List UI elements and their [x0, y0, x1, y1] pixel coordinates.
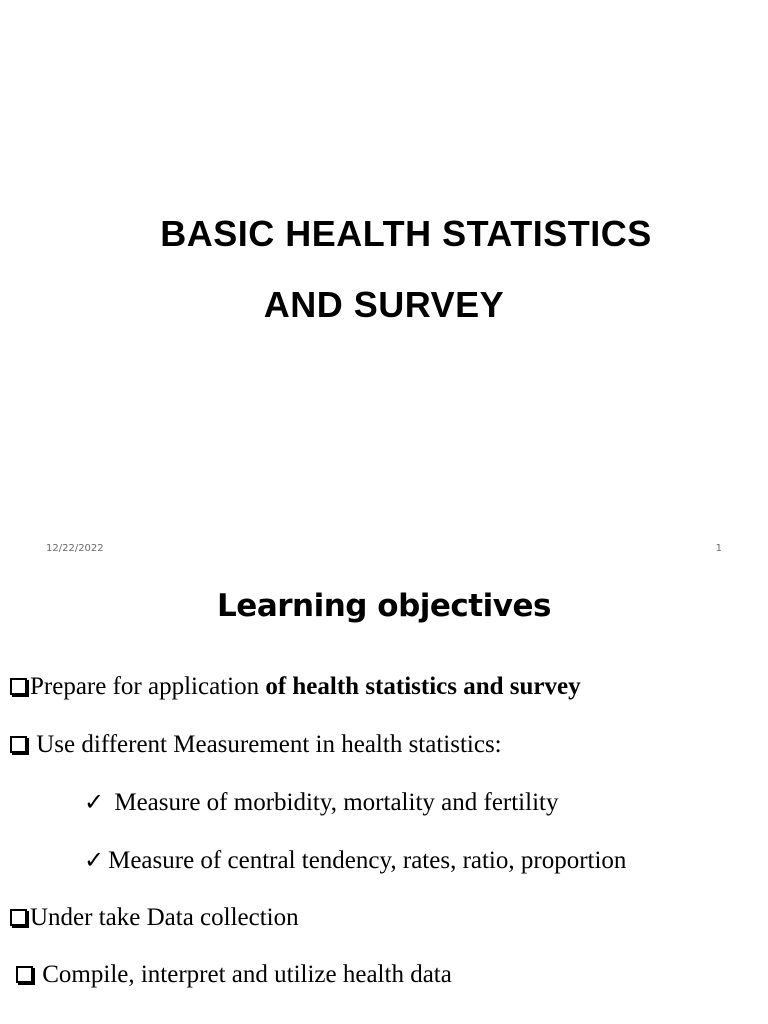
- checkmark-icon: ✓: [84, 788, 105, 816]
- checkmark-icon: ✓: [84, 846, 105, 874]
- objective-text: Compile, interpret and utilize health data: [36, 961, 452, 988]
- objective-bold-text: of health statistics and survey: [265, 673, 581, 700]
- objective-item-partial: [10, 1018, 30, 1024]
- checkbox-bullet-icon: [10, 909, 27, 926]
- objective-item: [10, 730, 502, 760]
- objective-text: Under take Data collection: [30, 904, 299, 931]
- objectives-slide: [0, 566, 768, 1024]
- slide-page-number: 1: [715, 543, 722, 554]
- slide-date: 12/22/2022: [46, 543, 104, 554]
- slide-title-line-2: AND SURVEY: [263, 284, 505, 325]
- objective-text: Use different Measurement in health statistics:: [30, 731, 502, 758]
- objective-item: [16, 960, 452, 990]
- slide-title-line-1: BASIC HEALTH STATISTICS: [160, 213, 652, 254]
- objective-subitem: [84, 845, 626, 876]
- objective-item: [10, 672, 581, 702]
- checkbox-bullet-icon: [10, 736, 27, 753]
- checkbox-bullet-icon: [16, 966, 33, 983]
- checkbox-bullet-icon: [10, 678, 27, 695]
- objective-text: Measure of morbidity, mortality and fertility: [108, 789, 559, 816]
- objective-item: [10, 903, 299, 933]
- objective-text: Prepare for application: [30, 673, 266, 700]
- objective-text: Measure of central tendency, rates, ratio, proportion: [108, 847, 627, 874]
- objective-subitem: [84, 787, 558, 818]
- slide-heading: Learning objectives: [217, 588, 551, 624]
